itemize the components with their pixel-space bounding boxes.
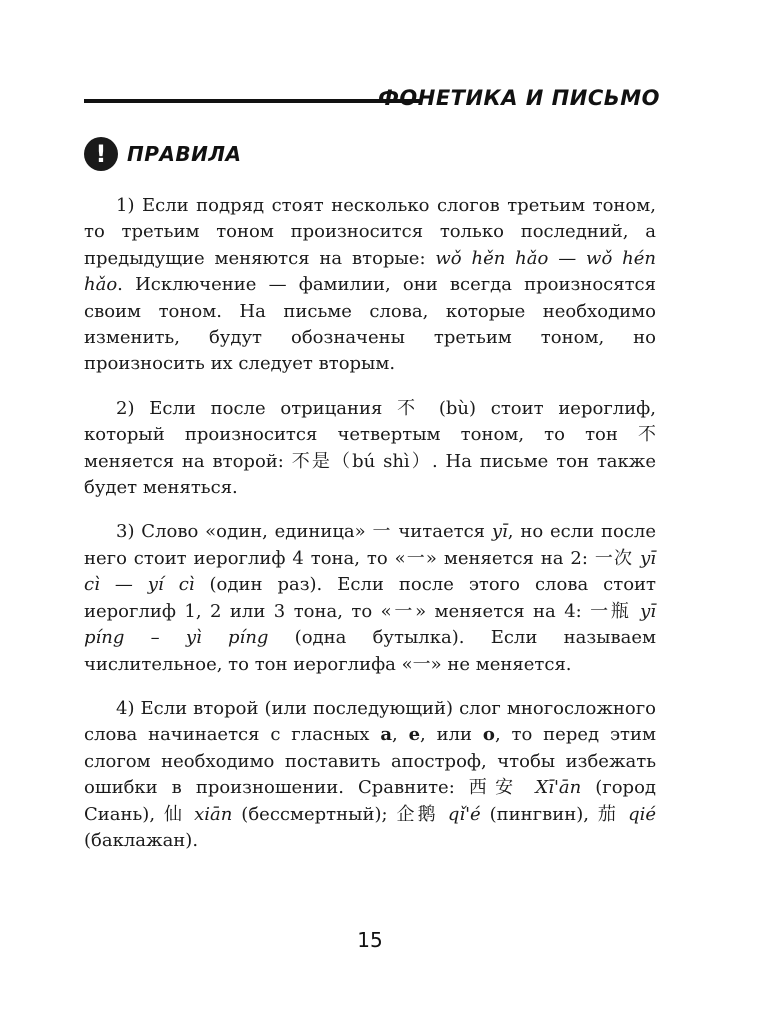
text-run: 2) Если после отрицания 不 (bù) стоит иероглиф, который произносится четвертым тоном, то тон 不 меняется на второй: 不是（bú shì）. На письме тон также будет меняться. <box>84 397 656 499</box>
text-run: , <box>391 724 409 746</box>
text-run: (бессмертный); 企鹅 <box>232 803 448 825</box>
rule-paragraph-4 <box>84 696 656 854</box>
text-run: , или <box>420 724 483 746</box>
text-run: a <box>380 724 392 746</box>
text-run: , то перед этим слогом необходимо поставить апостроф, чтобы избежать ошибки в произношении. Сравните: 西安 <box>84 724 656 799</box>
text-run: (город Сиань), 仙 <box>84 777 656 825</box>
text-run: (один раз). Если после этого слова стоит иероглиф 1, 2 или 3 тона, то «一» меняется на 4: 一瓶 <box>84 574 656 622</box>
text-run: (баклажан). <box>84 829 199 851</box>
rules-body <box>84 193 656 872</box>
text-run: yī <box>491 521 508 543</box>
text-run: Xī'ān <box>535 777 582 799</box>
header-rule <box>84 99 422 103</box>
text-run: yī píng – yì píng <box>84 600 656 649</box>
text-run: qǐ'é <box>447 803 481 825</box>
text-run: 3) Слово «один, единица» 一 читается <box>116 521 492 543</box>
text-run: wǒ hěn hǎo — wǒ hén hǎo <box>84 247 656 296</box>
text-run: (пингвин), 茄 <box>480 803 629 825</box>
rule-paragraph-2 <box>84 396 656 502</box>
rule-paragraph-3 <box>84 519 656 677</box>
text-run: 1) Если подряд стоят несколько слогов третьим тоном, то третьим тоном произносится только последний, а предыдущие меняются на вторые: <box>84 195 656 269</box>
text-run: xiān <box>194 803 233 825</box>
section-title: ФОНЕТИКА И ПИСЬМО <box>378 86 660 110</box>
text-run: e <box>408 724 421 746</box>
rules-label: ПРАВИЛА <box>127 142 242 166</box>
exclamation-icon: ! <box>84 137 118 171</box>
rules-heading <box>84 134 241 174</box>
text-run: qié <box>628 803 656 825</box>
text-run: yī cì — yí cì <box>84 547 656 596</box>
text-run: . Исключение — фамилии, они всегда произносятся своим тоном. На письме слова, которые необходимо изменить, будут обозначены третьим тоном, но произносить их следует вторым. <box>84 274 656 375</box>
text-run: 4) Если второй (или последующий) слог многосложного слова начинается с гласных <box>84 697 656 746</box>
text-run: (одна бутылка). Если называем числительное, то тон иероглифа «一» не меняется. <box>84 627 656 675</box>
text-run: o <box>482 724 495 746</box>
page-number: 15 <box>357 928 383 952</box>
rule-paragraph-1 <box>84 193 656 378</box>
text-run: , но если после него стоит иероглиф 4 тона, то «一» меняется на 2: 一次 <box>84 521 656 569</box>
